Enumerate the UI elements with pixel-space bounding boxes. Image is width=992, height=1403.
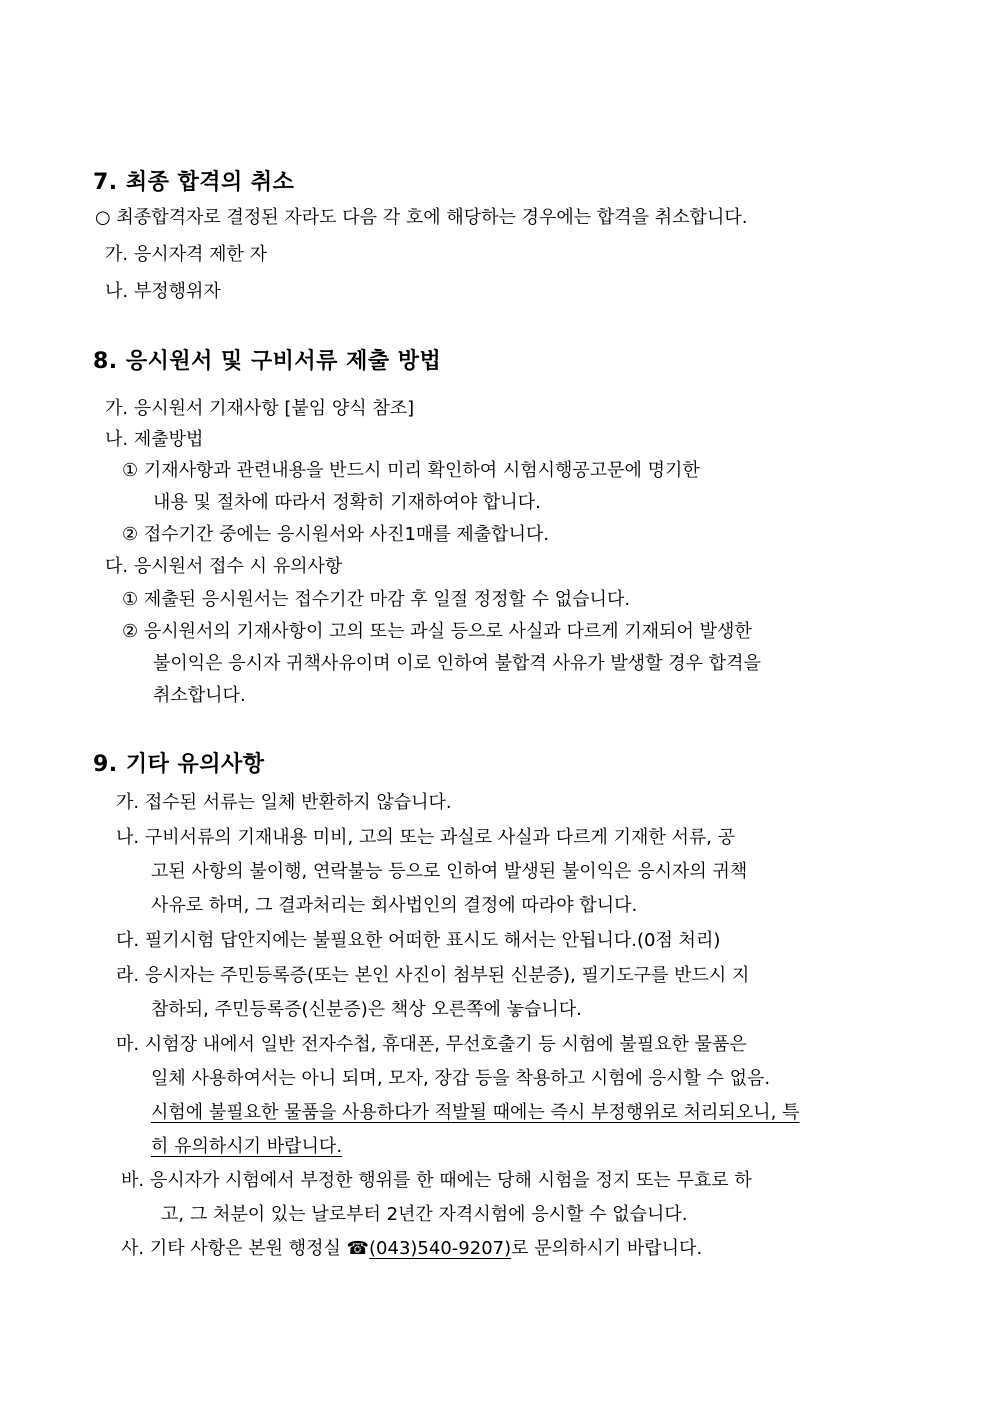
section-9-item-ba-line-1: 바. 응시자가 시험에서 부정한 행위를 한 때에는 당해 시험을 정지 또는 무효로 하 [121,1170,752,1191]
section-7-item-na: 나. 부정행위자 [105,281,221,302]
section-8-da-1: ① 제출된 응시원서는 접수기간 마감 후 일절 정정할 수 없습니다. [122,589,631,610]
section-9-item-ma-line-3: 시험에 불필요한 물품을 사용하다가 적발될 때에는 즉시 부정행위로 처리되오니, 특 [151,1102,800,1123]
section-9-item-sa [121,1238,702,1260]
section-8-da-2-line-2: 불이익은 응시자 귀책사유이며 이로 인하여 불합격 사유가 발생할 경우 합격을 [153,653,761,674]
section-8-heading: 8. 응시원서 및 구비서류 제출 방법 [93,349,442,374]
section-9-item-ra-line-2: 참하되, 주민등록증(신분증)은 책상 오른쪽에 놓습니다. [151,999,582,1020]
section-8-na-2: ② 접수기간 중에는 응시원서와 사진1매를 제출합니다. [122,524,550,545]
section-8-item-na: 나. 제출방법 [105,429,204,450]
section-9-item-na-line-2: 고된 사항의 불이행, 연락불능 등으로 인하여 발생된 불이익은 응시자의 귀책 [151,861,748,882]
section-9-sa-phone-link [347,1238,512,1259]
section-8-item-da: 다. 응시원서 접수 시 유의사항 [105,556,343,577]
section-9-item-ma-line-2: 일체 사용하여서는 아니 되며, 모자, 장갑 등을 착용하고 시험에 응시할 수 없음. [151,1068,771,1089]
section-8-na-1-line-1: ① 기재사항과 관련내용을 반드시 미리 확인하여 시험시행공고문에 명기한 [122,460,700,481]
section-9-item-ma-line-4: 히 유의하시기 바랍니다. [151,1136,343,1157]
section-9-item-ra-line-1: 라. 응시자는 주민등록증(또는 본인 사진이 첨부된 신분증), 필기도구를 반드시 지 [116,965,750,986]
section-9-item-na-line-1: 나. 구비서류의 기재내용 미비, 고의 또는 과실로 사실과 다르게 기재한 서류, 공 [116,827,736,848]
section-9-sa-prefix: 사. 기타 사항은 본원 행정실 [121,1238,347,1259]
section-8-na-1-line-2: 내용 및 절차에 따라서 정확히 기재하여야 합니다. [153,492,541,513]
section-7-heading: 7. 최종 합격의 취소 [93,170,295,195]
section-7-item-ga: 가. 응시자격 제한 자 [105,244,267,265]
section-8-da-2-line-3: 취소합니다. [153,685,246,706]
section-9-sa-suffix: 로 문의하시기 바랍니다. [511,1238,703,1259]
phone-icon: ☎ [346,1238,370,1259]
section-9-item-ma-line-1: 마. 시험장 내에서 일반 전자수첩, 휴대폰, 무선호출기 등 시험에 불필요한 물품은 [116,1034,747,1055]
section-9-sa-phone-number: (043)540-9207) [369,1238,512,1259]
section-9-item-ba-line-2: 고, 그 처분이 있는 날로부터 2년간 자격시험에 응시할 수 없습니다. [161,1204,688,1225]
section-9-item-da: 다. 필기시험 답안지에는 불필요한 어떠한 표시도 해서는 안됩니다.(0점 처리) [116,930,721,951]
section-8-da-2-line-1: ② 응시원서의 기재사항이 고의 또는 과실 등으로 사실과 다르게 기재되어 발생한 [122,621,752,642]
section-8-item-ga: 가. 응시원서 기재사항 [붙임 양식 참조] [105,398,415,419]
section-9-item-na-line-3: 사유로 하며, 그 결과처리는 회사법인의 결정에 따라야 합니다. [151,895,638,916]
section-9-heading: 9. 기타 유의사항 [93,752,265,777]
section-9-item-ga: 가. 접수된 서류는 일체 반환하지 않습니다. [116,792,452,813]
section-7-intro: ○ 최종합격자로 결정된 자라도 다음 각 호에 해당하는 경우에는 합격을 취소합니다. [95,207,748,228]
